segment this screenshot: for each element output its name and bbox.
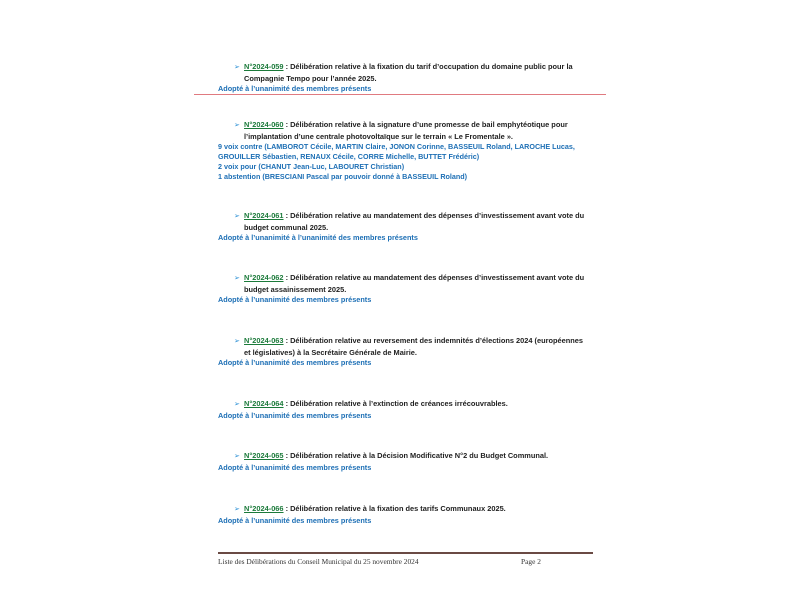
deliberation-description: : Délibération relative au reversement des indemnités d’élections 2024 (européennes xyxy=(283,336,583,345)
deliberation-number: N°2024-061 xyxy=(244,211,284,220)
arrow-bullet-icon: ➢ xyxy=(234,275,240,282)
deliberation-066 xyxy=(218,504,596,526)
vote-result-line: 2 voix pour (CHANUT Jean-Luc, LABOURET Christian) xyxy=(218,162,405,171)
deliberation-result: Adopté à l’unanimité à l’unanimité des membres présents xyxy=(218,233,418,242)
deliberation-number: N°2024-065 xyxy=(244,451,284,460)
deliberation-description-cont: l’implantation d’une centrale photovoltaïque sur le terrain « Le Fromentale ». xyxy=(244,131,513,141)
deliberation-description: : Délibération relative à la Décision Modificative N°2 du Budget Communal. xyxy=(283,451,549,460)
deliberation-description-cont: et législatives) à la Secrétaire Générale de Mairie. xyxy=(244,347,417,357)
deliberation-result: Adopté à l’unanimité des membres présents xyxy=(218,358,372,367)
deliberation-heading xyxy=(218,336,596,348)
deliberation-065 xyxy=(218,451,596,473)
deliberation-heading xyxy=(218,504,596,516)
page-number: Page 2 xyxy=(521,557,541,566)
deliberation-061 xyxy=(218,211,596,244)
deliberation-description: : Délibération relative à l’extinction de créances irrécouvrables. xyxy=(283,399,508,408)
deliberation-heading xyxy=(218,62,596,74)
arrow-bullet-icon: ➢ xyxy=(234,122,240,129)
deliberation-heading xyxy=(218,399,596,411)
deliberation-heading xyxy=(218,451,596,463)
vote-result-line: 1 abstention (BRESCIANI Pascal par pouvoir donné à BASSEUIL Roland) xyxy=(218,172,468,181)
deliberation-060 xyxy=(218,120,596,182)
deliberation-description: : Délibération relative au mandatement des dépenses d’investissement avant vote du xyxy=(283,211,585,220)
arrow-bullet-icon: ➢ xyxy=(234,401,240,408)
deliberation-result: Adopté à l’unanimité des membres présents xyxy=(218,84,372,93)
arrow-bullet-icon: ➢ xyxy=(234,453,240,460)
separator-rule xyxy=(194,94,606,95)
arrow-bullet-icon: ➢ xyxy=(234,506,240,513)
deliberation-result: Adopté à l’unanimité des membres présents xyxy=(218,515,372,525)
deliberation-heading xyxy=(218,120,596,132)
deliberation-heading xyxy=(218,211,596,223)
deliberation-result: Adopté à l’unanimité des membres présents xyxy=(218,295,372,304)
footer-title: Liste des Délibérations du Conseil Municipal du 25 novembre 2024 xyxy=(218,557,419,566)
deliberation-number: N°2024-060 xyxy=(244,120,284,129)
deliberation-description: : Délibération relative au mandatement des dépenses d’investissement avant vote du xyxy=(283,273,585,282)
deliberation-heading xyxy=(218,273,596,285)
deliberation-number: N°2024-066 xyxy=(244,504,284,513)
vote-result-line: 9 voix contre (LAMBOROT Cécile, MARTIN Claire, JONON Corinne, BASSEUIL Roland, LAROCHE Lucas, xyxy=(218,142,575,151)
deliberation-063 xyxy=(218,336,596,369)
deliberation-result: Adopté à l’unanimité des membres présents xyxy=(218,410,372,420)
deliberation-064 xyxy=(218,399,596,421)
arrow-bullet-icon: ➢ xyxy=(234,338,240,345)
deliberation-number: N°2024-064 xyxy=(244,399,284,408)
arrow-bullet-icon: ➢ xyxy=(234,64,240,71)
deliberation-description: : Délibération relative à la signature d’une promesse de bail emphytéotique pour xyxy=(283,120,568,129)
deliberation-description-cont: Compagnie Tempo pour l’année 2025. xyxy=(244,73,377,83)
deliberation-result: Adopté à l’unanimité des membres présents xyxy=(218,462,372,472)
deliberation-number: N°2024-062 xyxy=(244,273,284,282)
deliberation-059 xyxy=(218,62,596,95)
deliberation-description-cont: budget assainissement 2025. xyxy=(244,284,347,294)
deliberation-description: : Délibération relative à la fixation du tarif d’occupation du domaine public pour la xyxy=(283,62,573,71)
footer-rule xyxy=(218,552,593,554)
deliberation-number: N°2024-059 xyxy=(244,62,284,71)
deliberation-description: : Délibération relative à la fixation des tarifs Communaux 2025. xyxy=(283,504,506,513)
deliberation-062 xyxy=(218,273,596,306)
arrow-bullet-icon: ➢ xyxy=(234,213,240,220)
deliberation-number: N°2024-063 xyxy=(244,336,284,345)
deliberation-description-cont: budget communal 2025. xyxy=(244,222,329,232)
vote-result-line: GROUILLER Sébastien, RENAUX Cécile, CORRE Michelle, BUTTET Frédéric) xyxy=(218,152,480,161)
